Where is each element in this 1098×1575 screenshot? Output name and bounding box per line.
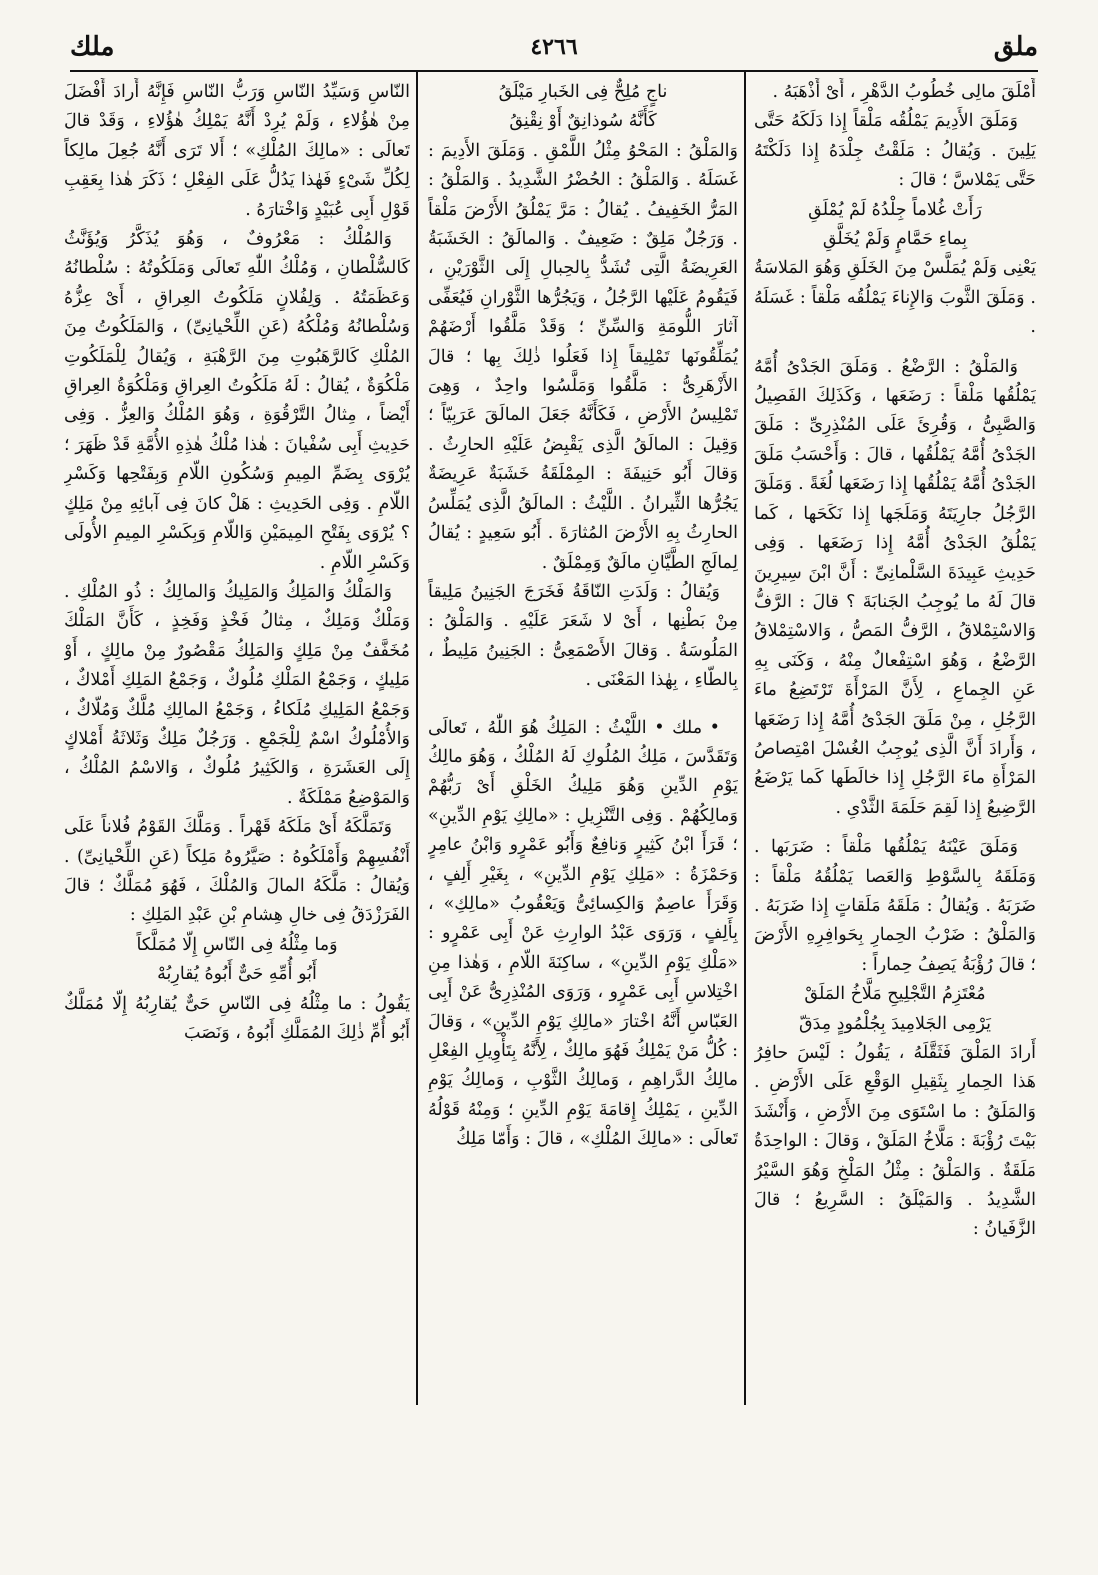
paragraph: النّاسِ وَسَيِّدُ النّاسِ وَرَبُّ النّاسِ فَإِنَّهُ أَرادَ أَفْضَلَ مِنْ هٰؤُلاءِ ، وَلَمْ يُرِدْ أَنَّهُ يَمْلِكُ هٰؤُلاءِ ، وَقَدْ قالَ تَعالَى : «مالِكَ المُلْكِ» ؛ أَلا تَرَى أَنَّهُ جُعِلَ مالِكاً لِكُلِّ شَىْءٍ فَهٰذا يَدُلُّ عَلَى الفِعْلِ ؛ ذَكَرَ هٰذا بِعَقِبِ قَوْلِ أَبِى عُبَيْدٍ وَاخْتارَهُ . xyxy=(64,82,410,220)
verse-line: رَأَتْ غُلاماً جِلْدُهُ لَمْ يُمْلَقِ xyxy=(808,199,982,220)
paragraph: • ملك • اللَّيْثُ : المَلِكُ هُوَ اللّٰهُ ، تَعالَى وَتَقَدَّسَ ، مَلِكُ المُلُوكِ لَهُ المُلْكُ ، وَهُوَ مالِكُ يَوْمِ الدِّينِ وَهُوَ مَلِيكُ الخَلْقِ أَىْ رَبُّهُمْ وَمالِكُهُمْ . وَفِى التَّنْزِيلِ : «مالِكِ يَوْمِ الدِّينِ» ؛ قَرَأَ ابْنُ كَثِيرٍ وَنافِعٌ وَأَبُو عَمْرٍو وَابْنُ عامِرٍ وَحَمْزَةُ : «مَلِكِ يَوْمِ الدِّينِ» ، بِغَيْرِ أَلِفٍ ، وَقَرَأَ عاصِمٌ وَالكِسائِىُّ وَيَعْقُوبُ «مالِكِ» ، بِأَلِفٍ ، وَرَوَى عَبْدُ الوارِثِ عَنْ أَبِى عَمْرٍو : «مَلْكِ يَوْمِ الدِّينِ» ، ساكِنَةَ اللّامِ ، وَهٰذا مِنِ اخْتِلاسِ أَبِى عَمْرٍو ، وَرَوَى المُنْذِرِىُّ عَنْ أَبِى العَبّاسِ أَنَّهُ اخْتارَ «مالِكِ يَوْمِ الدِّينِ» ، وَقالَ : كُلُّ مَنْ يَمْلِكُ فَهُوَ مالِكٌ ، لِأَنَّهُ بِتَأْوِيلِ الفِعْلِ مالِكُ الدَّراهِمِ ، وَمالِكُ الثَّوْبِ ، وَمالِكُ يَوْمِ الدِّينِ ، يَمْلِكُ إِقامَةَ يَوْمِ الدِّينِ ؛ وَمِنْهُ قَوْلُهُ تَعالَى : «مالِكَ المُلْكِ» ، قالَ : وَأَمّا مَلِكُ xyxy=(428,717,738,1150)
page-header xyxy=(70,30,1038,72)
paragraph: وَالمَلْكُ وَالمَلِكُ وَالمَلِيكُ وَالمالِكُ : ذُو المُلْكِ . وَمَلْكٌ وَمَلِكٌ ، مِثالُ فَخْذٍ وَفَخِذٍ ، كَأَنَّ المَلْكَ مُخَفَّفٌ مِنْ مَلِكٍ وَالمَلِكُ مَقْصُورٌ مِنْ مالِكٍ ، أَوْ مَلِيكٍ ، وَجَمْعُ المَلْكِ مُلُوكٌ ، وَجَمْعُ المَلِكِ أَمْلاكٌ ، وَجَمْعُ المَلِيكِ مُلَكاءُ ، وَجَمْعُ المالِكِ مُلَّكٌ وَمُلّاكٌ ، وَالأُمْلُوكُ اسْمٌ لِلْجَمْعِ . وَرَجُلٌ مَلِكٌ وَثَلاثَةُ أَمْلاكٍ إِلَى العَشَرَةِ ، وَالكَثِيرُ مُلُوكٌ ، وَالاسْمُ المُلْكُ ، وَالمَوْضِعُ مَمْلَكَةٌ . xyxy=(64,581,410,808)
paragraph: أَمْلَقَ مالِى خُطُوبُ الدَّهْرِ ، أَىْ أَذْهَبَهُ . xyxy=(772,82,1036,102)
paragraph: يَعْنِى وَلَمْ يُمَلَّسْ مِنَ الخَلَقِ وَهُوَ المَلاسَةُ . وَمَلَقَ الثَّوبَ وَالإِناءَ يَمْلُقُه مَلْقاً : غَسَلَهُ . xyxy=(754,258,1036,338)
column-middle xyxy=(428,78,738,1450)
paragraph: وَيُقالُ : وَلَدَتِ النّاقَةُ فَخَرَجَ الجَنِينُ مَلِيقاً مِنْ بَطْنِها ، أَىْ لا شَعَرَ عَلَيْهِ . وَالمَلْقُ : المَلُوسَةُ . وَقالَ الأَصْمَعِىُّ : الجَنِينُ مَلِيطٌ ، بِالطّاءِ ، بِهٰذا المَعْنَى . xyxy=(428,581,738,691)
page-number: ٤٢٦٦ xyxy=(530,34,578,60)
verse-line: كَأَنَّهُ سُوذانِقٌ أَوْ نِقْنِقُ xyxy=(509,111,657,132)
verse-line: يَرْمِى الجَلامِيدَ بِجُلْمُودٍ مِدَقّ xyxy=(799,1013,991,1034)
verse-line: ناجٍ مُلِحٌّ فِى الخَبارِ مَيْلَقُ xyxy=(498,82,668,102)
paragraph: يَقُولُ : ما مِثْلُهُ فِى النّاسِ حَىٌّ يُقارِبُهُ إِلّا مُمَلَّكٌ أَبُو أُمِّ ذٰلِكَ المُمَلَّكِ أَبُوهُ ، وَنَصَبَ xyxy=(64,993,410,1043)
column-left xyxy=(64,78,410,1450)
verse-line: بِماءِ حَمَّامٍ وَلَمْ يُخَلَّقِ xyxy=(822,229,968,250)
header-right-keyword: ملق xyxy=(993,32,1038,62)
column-divider xyxy=(416,70,418,1405)
paragraph: وَمَلَقَ عَيْنَهُ يَمْلُقُها مَلْقاً : ضَرَبَها . وَمَلَقَهُ بِالسَّوْطِ وَالعَصا يَمْلُقُهُ مَلْقاً : ضَرَبَهُ . وَيُقالُ : مَلَقَهُ مَلَقاتٍ إِذا ضَرَبَهُ . وَالمَلْقُ : ضَرْبُ الحِمارِ بِحَوافِرِهِ الأَرْضَ ؛ قالَ رُؤْبَةُ يَصِفُ حِماراً : xyxy=(754,837,1036,975)
paragraph: وَتَمَلَّكَهُ أَىْ مَلَكَهُ قَهْراً . وَمَلَّكَ القَوْمُ فُلاناً عَلَى أَنْفُسِهِمْ وَأَمْلَكُوهُ : صَيَّرُوهُ مَلِكاً (عَنِ اللِّحْيانِىِّ) . وَيُقالُ : مَلَّكَهُ المالَ وَالمُلْكَ ، فَهُوَ مُمَلَّكٌ ؛ قالَ الفَرَزْدَقُ فِى خالِ هِشامِ بْنِ عَبْدِ المَلِكِ : xyxy=(64,817,410,926)
paragraph: وَالمَلْقُ : الرَّضْعُ . وَمَلَقَ الجَدْىُ أُمَّهُ يَمْلُقُها مَلْقاً : رَضَعَها ، وَكَذَلِكَ الفَصِيلُ وَالصَّبِىُّ ، وَقُرِئَ عَلَى المُنْذِرِىِّ : مَلَقَ الجَدْىُ أُمَّهُ يَمْلُقُها ، قالَ : وَأَحْسَبُ مَلَقَ الجَدْىُ أُمَّهُ يَمْلُقُها إِذا رَضَعَها لُغَةً . وَمَلَقَ الرَّجُلُ جارِيَتَهُ وَمَلَجَها إِذا نَكَحَها ، كَما يَمْلُقُ الجَدْىُ أُمَّهُ إِذا رَضَعَها . وَفِى حَدِيثِ عَبِيدَةَ السَّلْمانِىِّ : أَنَّ ابْنَ سِيرِينَ قالَ لَهُ ما يُوجِبُ الجَنابَةَ ؟ قالَ : الرَّفُّ وَالاسْتِمْلاقُ ، الرَّفُّ المَصُّ ، وَالاسْتِمْلاقُ الرَّضْعُ ، وَهُوَ اسْتِفْعالٌ مِنْهُ ، وَكَنَى بِهِ عَنِ الجِماعِ ، لِأَنَّ المَرْأَةَ تَرْتَضِعُ ماءَ الرَّجُلِ ، مِنْ مَلَقَ الجَدْىُ أُمَّهُ إِذا رَضَعَها ، وَأَرادَ أَنَّ الَّذِى يُوجِبُ الغُسْلَ امْتِصاصُ المَرْأَةِ ماءَ الرَّجُلِ إِذا خالَطَها كَما يَرْضَعُ الرَّضِيعُ إِذا لَقِمَ حَلَمَةَ الثَّدْىِ . xyxy=(754,356,1036,818)
paragraph: وَمَلَقَ الأَدِيمَ يَمْلُقُه مَلْقاً إِذا دَلَكَهُ حَتَّى يَلِينَ . وَيُقالُ : مَلَقْتُ جِلْدَهُ إِذا دَلَكْتَهُ حَتَّى يَمْلاسَّ ؛ قالَ : xyxy=(754,111,1036,191)
paragraph: وَالمُلْكُ : مَعْرُوفٌ ، وَهُوَ يُذَكَّرُ وَيُؤَنَّثُ كَالسُّلْطانِ ، وَمُلْكُ اللّٰهِ تَعالَى وَمَلَكُوتُهُ : سُلْطانُهُ وَعَظَمَتُهُ . وَلِفُلانٍ مَلَكُوتُ العِراقِ ، أَىْ عِزُّهُ وَسُلْطانُهُ وَمُلْكُهُ (عَنِ اللِّحْيانِىِّ) ، وَالمَلَكُوتُ مِنَ المُلْكِ كَالرَّهَبُوتِ مِنَ الرَّهْبَةِ ، وَيُقالُ لِلْمَلَكُوتِ مَلْكُوَةٌ ، يُقالُ : لَهُ مَلَكُوتُ العِراقِ وَمَلْكُوَةُ العِراقِ أَيْضاً ، مِثالُ التَّرْقُوَةِ ، وَهُوَ المُلْكُ وَالعِزُّ . وَفِى حَدِيثِ أَبِى سُفْيانَ : هٰذا مُلْكُ هٰذِهِ الأُمَّةِ قَدْ ظَهَرَ ؛ يُرْوَى بِضَمِّ المِيمِ وَسُكُونِ اللّامِ وَبِفَتْحِها وَكَسْرِ اللّامِ . وَفِى الحَدِيثِ : هَلْ كانَ فِى آبائِهِ مِنْ مَلِكٍ ؟ يُرْوَى بِفَتْحِ المِيمَيْنِ وَاللّامِ وَبِكَسْرِ المِيمِ الأُولَى وَكَسْرِ اللّامِ . xyxy=(64,229,410,573)
verse-line: أَبُو أُمِّهِ حَىٌّ أَبُوهُ يُقارِبُهْ xyxy=(157,964,317,985)
verse-line: وَما مِثْلُهُ فِى النّاسِ إِلّا مُمَلَّكاً xyxy=(136,934,338,955)
column-right xyxy=(754,78,1036,1450)
header-left-keyword: ملك xyxy=(70,32,115,62)
verse-line: مُعْتَزِمُ التَّجْلِيحِ مَلَّاخُ المَلَقْ xyxy=(804,984,986,1005)
paragraph: أَرادَ المَلْقَ فَثَقَّلَهُ ، يَقُولُ : لَيْسَ حافِرُ هَذا الحِمارِ بِثَقِيلِ الوَقْعِ عَلَى الأَرْضِ . وَالمَلَقُ : ما اسْتَوَى مِنَ الأَرْضِ ، وَأَنْشَدَ بَيْتَ رُؤْبَةَ : مَلَّاخُ المَلَقْ ، وَقالَ : الواحِدَةُ مَلَقَةٌ . وَالمَلْقُ : مِثْلُ المَلْخِ وَهُوَ السَّيْرُ الشَّدِيدُ . وَالمَيْلَقُ : السَّرِيعُ ؛ قالَ الزَّفَيانُ : xyxy=(754,1043,1036,1240)
column-divider xyxy=(744,70,746,1405)
paragraph: وَالمَلْقُ : المَحْوُ مِثْلُ اللَّمْقِ . وَمَلَقَ الأَدِيمَ : غَسَلَهُ . وَالمَلْقُ : الحُضْرُ الشَّدِيدُ . وَالمَلْقُ : المَرُّ الخَفِيفُ . يُقالُ : مَرَّ يَمْلُقُ الأَرْضَ مَلْقاً . وَرَجُلٌ مَلِقٌ : ضَعِيفٌ . وَالمالَقُ : الخَشَبَةُ العَرِيضَةُ الَّتِى تُشَدُّ بِالحِبالِ إِلَى الثَّوْرَيْنِ ، فَيَقُومُ عَلَيْها الرَّجُلُ ، وَيَجُرُّها الثَّوْرانِ فَيُعَفِّى آثارَ اللُّومَةِ وَالسِّنِّ ؛ وَقَدْ مَلَّقُوا أَرْضَهُمْ يُمَلِّقُونَها تَمْلِيقاً إِذا فَعَلُوا ذٰلِكَ بِها ؛ قالَ الأَزْهَرِىُّ : مَلَّقُوا وَمَلَّسُوا واحِدٌ ، وَهِىَ تَمْلِيسُ الأَرْضِ ، فَكَأَنَّهُ جَعَلَ المالَقَ عَرَبِيّاً ؛ وَقِيلَ : المالَقُ الَّذِى يَقْبِضُ عَلَيْهِ الحارِثُ . وَقالَ أَبُو حَنِيفَةَ : المِمْلَقَةُ خَشَبَةٌ عَرِيضَةٌ يَجُرُّها الثِّيرانُ . اللَّيْثُ : المالَقُ الَّذِى يُمَلِّسُ الحارِثُ بِهِ الأَرْضَ المُثارَةَ . أَبُو سَعِيدٍ : يُقالُ لِمالَجِ الطَّيَّانِ مالَقٌ وَمِمْلَقٌ . xyxy=(428,140,738,573)
